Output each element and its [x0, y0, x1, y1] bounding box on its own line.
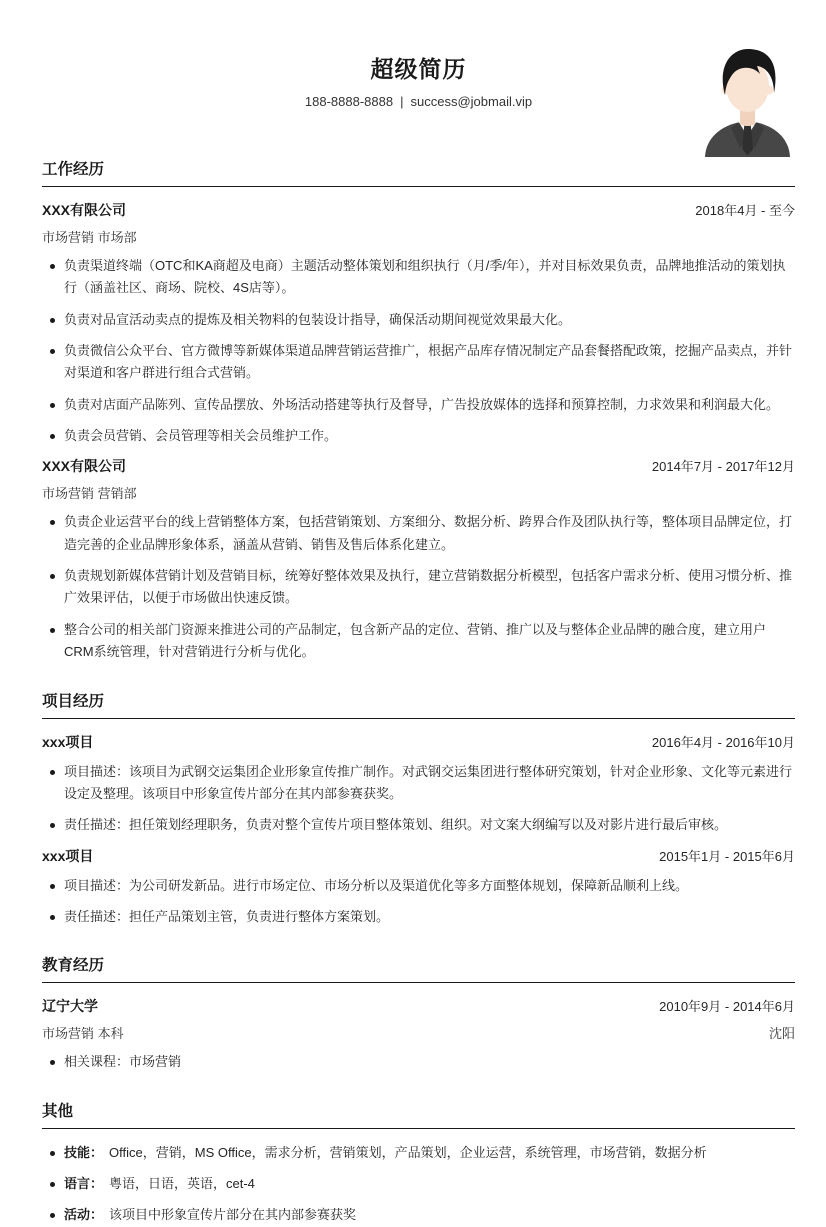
project-bullet-list: [42, 875, 795, 929]
project-name: xxx项目: [42, 733, 94, 750]
date-range: 2015年1月 - 2015年6月: [659, 848, 795, 864]
date-range: 2018年4月 - 至今: [695, 202, 795, 218]
male-avatar-illustration: [700, 45, 795, 157]
bullet-text: 相关课程：市场营销: [64, 1054, 182, 1070]
project-bullet-list: [42, 761, 795, 837]
role-line: [42, 227, 795, 246]
bullet-text: 责任描述：担任策划经理职务，负责对整个宣传片项目整体策划、组织。对文案大纲编写以及对影片进行最后审核。: [64, 817, 728, 833]
bullet-dot: [50, 1060, 55, 1065]
bullet-dot: [50, 403, 55, 408]
bullet-item: [42, 761, 795, 806]
education-bullet-list: [42, 1051, 795, 1073]
languages-value: 粤语，日语，英语，cet-4: [109, 1176, 255, 1192]
email-address: success@jobmail.vip: [410, 93, 533, 109]
bullet-item: [42, 1051, 795, 1073]
languages-label: 语言：: [64, 1176, 104, 1192]
work-bullet-list: [42, 511, 795, 663]
school-name: 辽宁大学: [42, 998, 98, 1015]
bullet-dot: [50, 574, 55, 579]
bullet-item: [42, 340, 795, 385]
project-section-heading: 项目经历: [42, 689, 795, 719]
education-entry: [42, 996, 795, 1073]
work-bullet-list: [42, 255, 795, 448]
date-range: 2014年7月 - 2017年12月: [651, 459, 795, 475]
bullet-dot: [50, 520, 55, 525]
education-section-heading: 教育经历: [42, 953, 795, 983]
bullet-text: 项目描述：为公司研发新品。进行市场定位、市场分析以及渠道优化等多方面整体规划，保障新品顺利上线。: [64, 877, 689, 893]
bullet-text: [64, 1204, 356, 1226]
work-entry-head: [42, 200, 795, 220]
role-text: 市场营销 市场部: [42, 229, 137, 245]
project-entry-head: [42, 846, 795, 866]
phone-number: 188-8888-8888: [304, 93, 394, 109]
bullet-text: 责任描述：担任产品策划主管，负责进行整体方案策划。: [64, 909, 390, 924]
bullet-text: 负责对品宣活动卖点的提炼及相关物料的包装设计指导，确保活动期间视觉效果最大化。: [64, 311, 572, 327]
date-range: 2010年9月 - 2014年6月: [659, 999, 795, 1015]
project-entry: [42, 846, 795, 929]
bullet-dot: [50, 823, 55, 828]
bullet-text: 负责规划新媒体营销计划及营销目标，统筹好整体效果及执行，建立营销数据分析模型，包括客户需求分析、使用习惯分析、推广效果评估，以便于市场做出快速反馈。: [64, 568, 793, 606]
bullet-dot: [50, 1151, 55, 1156]
bullet-item: [42, 814, 795, 836]
work-entry: [42, 200, 795, 448]
project-entry: [42, 732, 795, 837]
bullet-item: [42, 511, 795, 556]
work-section-heading: 工作经历: [42, 157, 795, 187]
bullet-text: 项目描述：该项目为武钢交运集团企业形象宣传推广制作。对武钢交运集团进行整体研究策划，针对企业形象、文化等元素进行设定及整理。该项目中形象宣传片部分在其内部参赛获奖。: [64, 763, 793, 801]
major-line: [42, 1023, 795, 1042]
list-item: [42, 1204, 795, 1226]
bullet-text: 负责微信公众平台、官方微博等新媒体渠道品牌营销运营推广，根据产品库存情况制定产品套餐搭配政策，挖掘产品卖点，并针对渠道和客户群进行组合式营销。: [64, 342, 793, 381]
bullet-item: [42, 906, 795, 928]
bullet-dot: [50, 318, 55, 323]
bullet-text: 负责会员营销、会员管理等相关会员维护工作。: [64, 428, 338, 444]
section-education: [42, 953, 795, 1073]
bullet-text: 负责渠道终端（OTC和KA商超及电商）主题活动整体策划和组织执行（月/季/年），并对目标效果负责，品牌地推活动的策划执行（涵盖社区、商场、院校、4S店等）。: [64, 257, 786, 296]
page-title: 超级简历: [370, 56, 467, 82]
bullet-dot: [50, 264, 55, 269]
bullet-text: 负责对店面产品陈列、宣传品摆放、外场活动搭建等执行及督导，广告投放媒体的选择和预算控制，力求效果和利润最大化。: [64, 396, 780, 412]
avatar: [700, 45, 795, 157]
resume-header: [42, 55, 795, 109]
education-entry-head: [42, 996, 795, 1016]
contact-separator: |: [400, 93, 404, 109]
section-work-experience: [42, 157, 795, 664]
bullet-text: 整合公司的相关部门资源来推进公司的产品制定，包含新产品的定位、营销、推广以及与整体企业品牌的融合度，建立用户CRM系统管理，针对营销进行分析与优化。: [64, 621, 767, 660]
bullet-item: [42, 875, 795, 897]
bullet-item: [42, 255, 795, 300]
activities-label: 活动：: [64, 1207, 104, 1223]
contact-line: [42, 94, 795, 109]
bullet-text: [64, 1142, 707, 1164]
bullet-dot: [50, 884, 55, 889]
bullet-dot: [50, 770, 55, 775]
skills-value: Office，营销，MS Office，需求分析，营销策划，产品策划，企业运营，系统管理，市场营销，数据分析: [109, 1144, 707, 1160]
other-list: [42, 1142, 795, 1227]
company-name: XXX有限公司: [42, 458, 127, 475]
bullet-item: [42, 309, 795, 331]
project-entry-head: [42, 732, 795, 752]
bullet-dot: [50, 1213, 55, 1218]
skills-label: 技能：: [64, 1144, 104, 1160]
bullet-dot: [50, 349, 55, 354]
bullet-item: [42, 394, 795, 416]
other-section-heading: 其他: [42, 1099, 795, 1129]
bullet-text: 负责企业运营平台的线上营销整体方案，包括营销策划、方案细分、数据分析、跨界合作及团队执行等，整体项目品牌定位，打造完善的企业品牌形象体系，涵盖从营销、销售及售后体系化建立。: [64, 514, 793, 552]
work-entry: [42, 456, 795, 663]
section-project-experience: [42, 689, 795, 929]
bullet-text: [64, 1173, 255, 1195]
section-other: [42, 1099, 795, 1227]
bullet-item: [42, 425, 795, 447]
activities-value: 该项目中形象宣传片部分在其内部参赛获奖: [109, 1207, 357, 1223]
date-range: 2016年4月 - 2016年10月: [651, 734, 795, 750]
list-item: [42, 1142, 795, 1164]
bullet-dot: [50, 628, 55, 633]
bullet-dot: [50, 434, 55, 439]
bullet-dot: [50, 1182, 55, 1187]
bullet-dot: [50, 915, 55, 920]
major-text: 市场营销 本科: [42, 1026, 124, 1042]
role-text: 市场营销 营销部: [42, 486, 137, 502]
company-name: XXX有限公司: [42, 201, 127, 218]
role-line: [42, 483, 795, 502]
bullet-item: [42, 565, 795, 610]
list-item: [42, 1173, 795, 1195]
work-entry-head: [42, 456, 795, 476]
location-text: 沈阳: [768, 1026, 795, 1042]
bullet-item: [42, 619, 795, 664]
project-name: xxx项目: [42, 847, 94, 864]
